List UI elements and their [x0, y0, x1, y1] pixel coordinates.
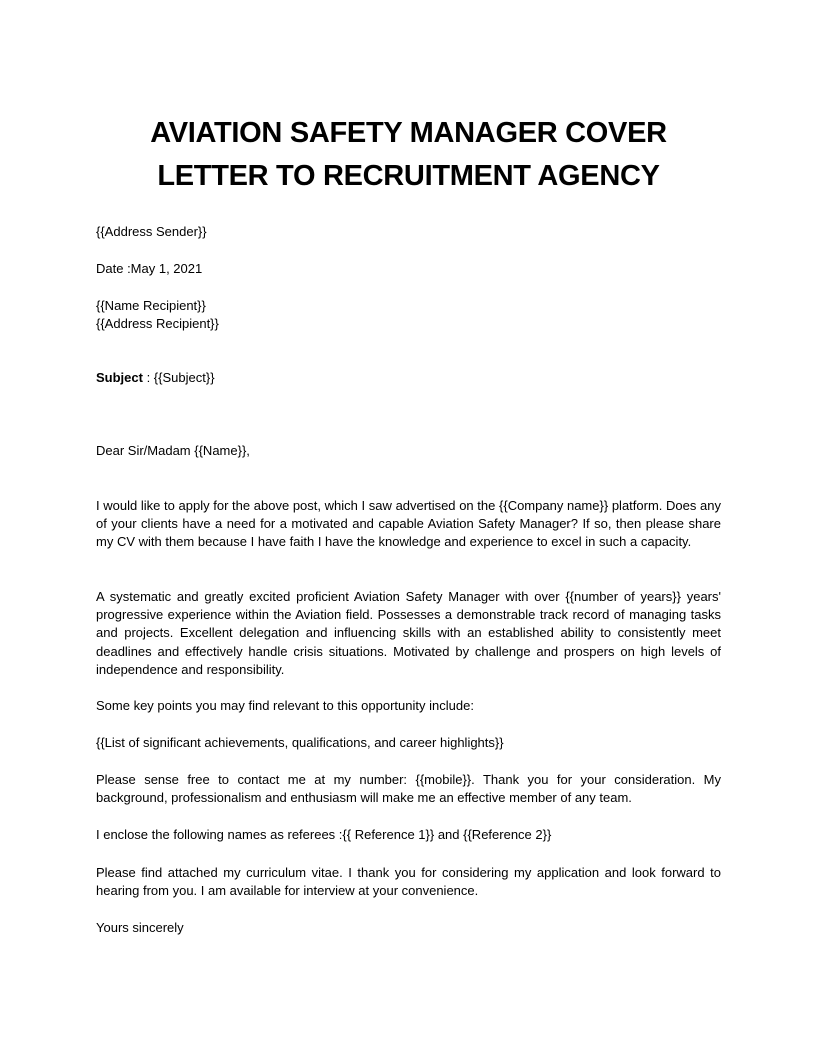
address-recipient: {{Address Recipient}}: [96, 316, 219, 331]
paragraph-key-points: Some key points you may find relevant to this opportunity include:: [96, 698, 474, 713]
salutation: Dear Sir/Madam {{Name}},: [96, 443, 250, 458]
letter-page: [96, 0, 721, 1056]
name-recipient: {{Name Recipient}}: [96, 298, 206, 313]
paragraph-achievements: {{List of significant achievements, qualifications, and career highlights}}: [96, 735, 504, 750]
closing-signoff: Yours sincerely: [96, 920, 184, 935]
document-title: [96, 112, 721, 198]
title-line-1: AVIATION SAFETY MANAGER COVER: [150, 117, 667, 149]
paragraph-closing-remarks: Please find attached my curriculum vitae. I thank you for considering my application and look forward to hearing from you. I am available for interview at your convenience.: [96, 865, 721, 899]
paragraph-contact: Please sense free to contact me at my number: {{mobile}}. Thank you for your consideration. My background, professionalism and enthusiasm will make me an effective member of any team.: [96, 772, 721, 806]
paragraph-intro: I would like to apply for the above post, which I saw advertised on the {{Company name}} platform. Does any of your clients have a need for a motivated and capable Aviation Safety Manager? If so, then please share my CV with them because I have faith I have the knowledge and experience to excel in such a capacity.: [96, 498, 721, 550]
subject-label: Subject: [96, 370, 143, 385]
title-line-2: LETTER TO RECRUITMENT AGENCY: [157, 160, 660, 192]
subject-value: : {{Subject}}: [142, 370, 215, 385]
letter-date: Date :May 1, 2021: [96, 261, 203, 276]
address-sender: {{Address Sender}}: [96, 224, 207, 239]
paragraph-experience: A systematic and greatly excited proficient Aviation Safety Manager with over {{number of years}} years' progressive experience within the Aviation field. Possesses a demonstrable track record of managing tasks and projects. Excellent delegation and influencing skills with an established ability to consistently meet deadlines and effectively handle crisis situations. Motivated by challenge and prospers on high levels of independence and responsibility.: [96, 589, 721, 677]
paragraph-referees: I enclose the following names as referees :{{ Reference 1}} and {{Reference 2}}: [96, 827, 552, 842]
subject-line: [96, 369, 721, 387]
